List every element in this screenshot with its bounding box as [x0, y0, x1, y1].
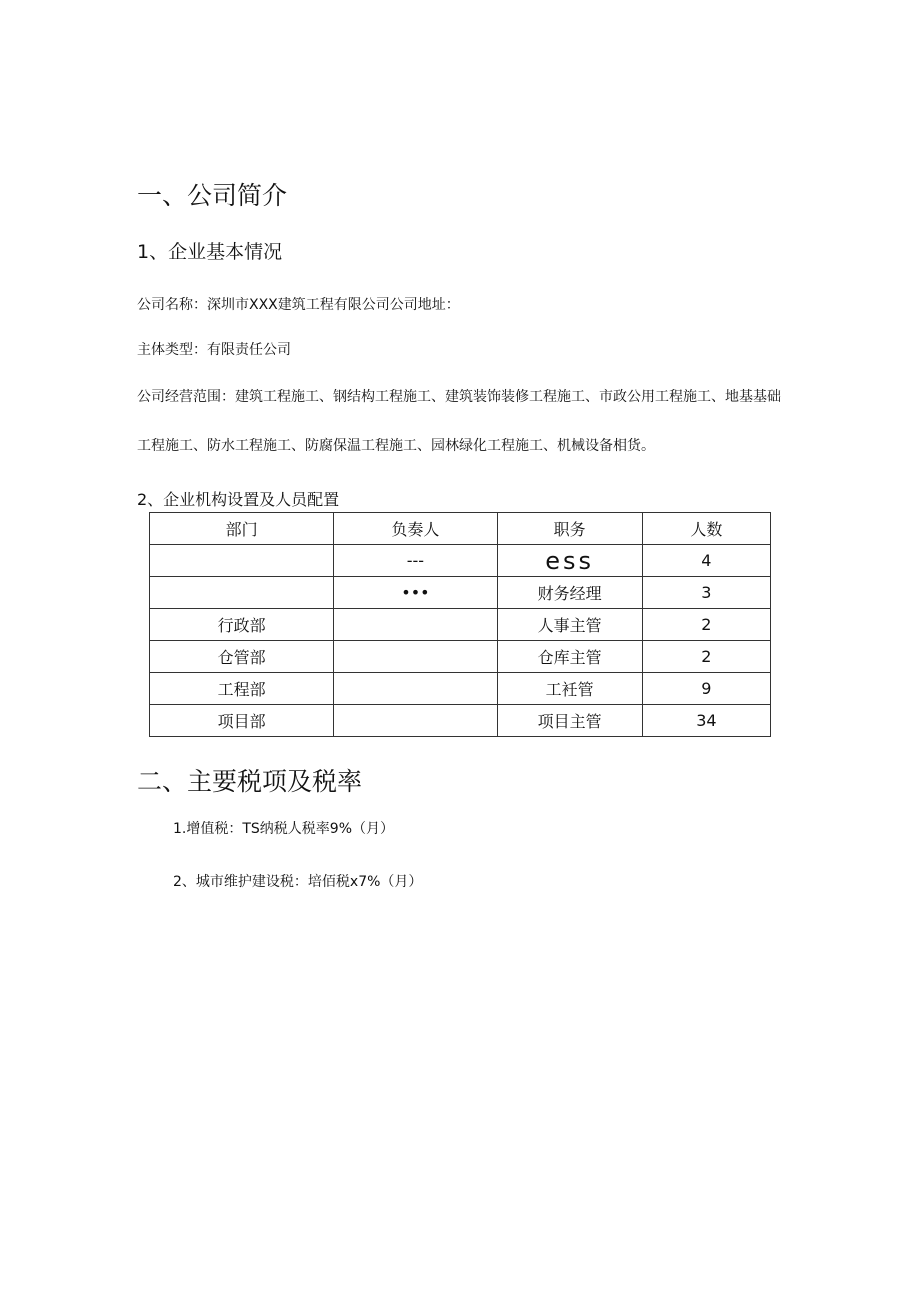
header-department: 部门 [150, 513, 334, 545]
cell-headcount: 4 [642, 545, 770, 577]
cell-position: 仓库主管 [497, 641, 642, 673]
tax-item-city-maintenance: 2、城市维护建设税：培佰税x7%（月） [173, 874, 423, 890]
header-headcount: 人数 [642, 513, 770, 545]
cell-position: 项目主管 [497, 705, 642, 737]
cell-headcount: 2 [642, 641, 770, 673]
table-row [150, 673, 771, 705]
table-row [150, 641, 771, 673]
cell-position: 人事主管 [497, 609, 642, 641]
table-row [150, 609, 771, 641]
cell-position: ess [497, 545, 642, 577]
section-2-title: 二、主要税项及税率 [137, 767, 363, 796]
cell-person [334, 609, 497, 641]
cell-department: 行政部 [150, 609, 334, 641]
cell-headcount: 34 [642, 705, 770, 737]
cell-department [150, 545, 334, 577]
entity-type-line: 主体类型：有限责任公司 [137, 342, 291, 358]
cell-department [150, 577, 334, 609]
cell-department: 项目部 [150, 705, 334, 737]
tax-item-vat: 1.增值税：TS纳税人税率9%（月） [173, 821, 395, 837]
company-name-line: 公司名称：深圳市XXX建筑工程有限公司公司地址： [137, 297, 460, 313]
subsection-2-title: 2、企业机构设置及人员配置 [137, 490, 340, 509]
cell-person [334, 641, 497, 673]
table-row [150, 545, 771, 577]
cell-headcount: 2 [642, 609, 770, 641]
cell-department: 工程部 [150, 673, 334, 705]
cell-person [334, 673, 497, 705]
table-row [150, 705, 771, 737]
table-header-row [150, 513, 771, 545]
org-staff-table [149, 512, 771, 737]
table-row [150, 577, 771, 609]
header-position: 职务 [497, 513, 642, 545]
subsection-1-title: 1、企业基本情况 [137, 241, 283, 263]
cell-headcount: 9 [642, 673, 770, 705]
business-scope-line-1: 公司经营范围：建筑工程施工、钢结构工程施工、建筑装饰装修工程施工、市政公用工程施工、地基基础 [137, 389, 781, 405]
cell-position: 财务经理 [497, 577, 642, 609]
header-person-in-charge: 负奏人 [334, 513, 497, 545]
cell-position: 工衽管 [497, 673, 642, 705]
cell-person: --- [334, 545, 497, 577]
business-scope-line-2: 工程施工、防水工程施工、防腐保温工程施工、园林绿化工程施工、机械设备相货。 [137, 438, 655, 454]
cell-person: ••• [334, 577, 497, 609]
cell-headcount: 3 [642, 577, 770, 609]
section-1-title: 一、公司简介 [137, 181, 288, 210]
cell-person [334, 705, 497, 737]
cell-department: 仓管部 [150, 641, 334, 673]
